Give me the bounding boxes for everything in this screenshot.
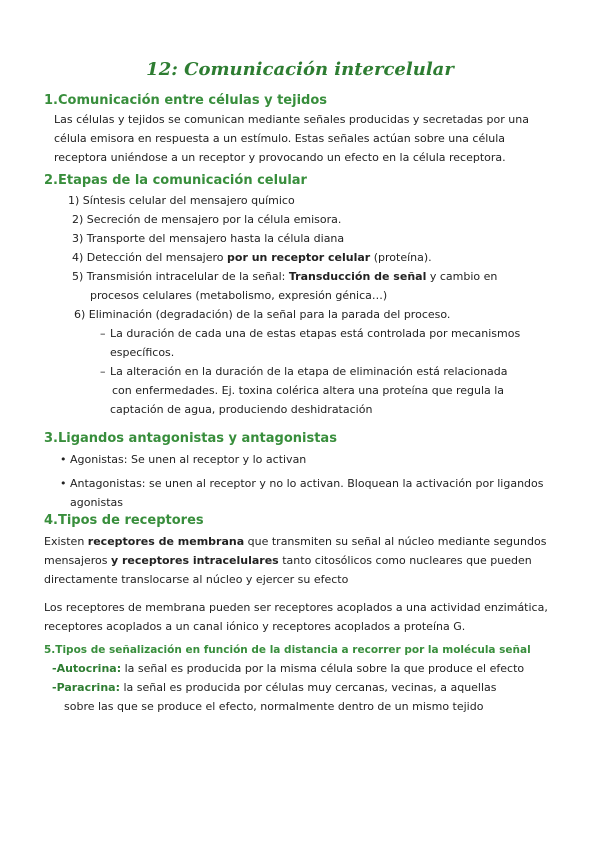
s4-line-2: mensajeros y receptores intracelulares tanto citosólicos como nucleares que pueden (44, 554, 532, 567)
section-2-heading: 2.Etapas de la comunicación celular (44, 173, 307, 188)
section-4-heading: 4.Tipos de receptores (44, 513, 204, 528)
note-1: – La duración de cada una de estas etapas está controlada por mecanismos (100, 327, 521, 340)
stage-5-cont: procesos celulares (metabolismo, expresión génica…) (90, 289, 388, 302)
stage-4: 4) Detección del mensajero por un receptor celular (proteína). (72, 251, 432, 264)
note-2-cont-2: captación de agua, produciendo deshidratación (110, 403, 373, 416)
section-3-heading: 3.Ligandos antagonistas y antagonistas (44, 431, 337, 446)
paracrina-label: -Paracrina: (52, 681, 120, 694)
s4-line-3: directamente translocarse al núcleo y ejercer su efecto (44, 573, 349, 586)
stage-6: 6) Eliminación (degradación) de la señal para la parada del proceso. (74, 308, 451, 321)
stage-1: 1) Síntesis celular del mensajero químico (68, 194, 295, 207)
bold-receptores-intracelulares: y receptores intracelulares (111, 554, 279, 567)
page-title: 12: Comunicación intercelular (146, 59, 454, 80)
s1-line-2: célula emisora en respuesta a un estímulo. Estas señales actúan sobre una célula (54, 132, 506, 145)
s4-line-5: receptores acoplados a un canal iónico y receptores acoplados a proteína G. (44, 620, 466, 633)
section-3-list (60, 450, 544, 512)
stage-5: 5) Transmisión intracelular de la señal: Transducción de señal y cambio en (72, 270, 498, 283)
note-1-cont: específicos. (110, 346, 175, 359)
section-1-paragraph (54, 110, 529, 167)
paracrina-item: -Paracrina: la señal es producida por células muy cercanas, vecinas, a aquellas (52, 681, 497, 694)
stage-notes (100, 324, 520, 419)
section-4-paragraph-2 (44, 598, 548, 636)
s4-line-4: Los receptores de membrana pueden ser receptores acoplados a una actividad enzimática, (44, 601, 548, 614)
bold-receptores-membrana: receptores de membrana (87, 535, 245, 548)
s4-line-1: Existen receptores de membrana que transmiten su señal al núcleo mediante segundos (44, 535, 547, 548)
bullet-antagonistas-cont: agonistas (70, 496, 123, 509)
autocrina-label: -Autocrina: (52, 662, 122, 675)
section-2-list (68, 191, 295, 210)
section-4-paragraph-1 (44, 532, 546, 589)
s1-line-1: Las células y tejidos se comunican mediante señales producidas y secretadas por una (54, 113, 529, 126)
note-2-cont: con enfermedades. Ej. toxina colérica altera una proteína que regula la (112, 384, 505, 397)
stage-2: 2) Secreción de mensajero por la célula emisora. (72, 213, 342, 226)
s1-line-3: receptora uniéndose a un receptor y provocando un efecto en la célula receptora. (54, 151, 506, 164)
autocrina-item: -Autocrina: la señal es producida por la misma célula sobre la que produce el efecto (52, 662, 525, 675)
stage-3: 3) Transporte del mensajero hasta la célula diana (72, 232, 345, 245)
note-2: – La alteración en la duración de la etapa de eliminación está relacionada (100, 365, 508, 378)
section-5-heading: 5.Tipos de señalización en función de la distancia a recorrer por la molécula señal (44, 644, 531, 656)
paracrina-cont: sobre las que se produce el efecto, normalmente dentro de un mismo tejido (64, 700, 484, 713)
bullet-agonistas: • Agonistas: Se unen al receptor y lo activan (60, 453, 307, 466)
stage-5-bold: Transducción de señal (288, 270, 427, 283)
section-5-list (52, 659, 524, 716)
bullet-antagonistas: • Antagonistas: se unen al receptor y no lo activan. Bloquean la activación por ligandos (60, 477, 544, 490)
section-2-list-cont (72, 210, 497, 305)
section-1-heading: 1.Comunicación entre células y tejidos (44, 93, 328, 108)
stage-4-bold: por un receptor celular (227, 251, 371, 264)
stage-6-block (74, 305, 450, 324)
